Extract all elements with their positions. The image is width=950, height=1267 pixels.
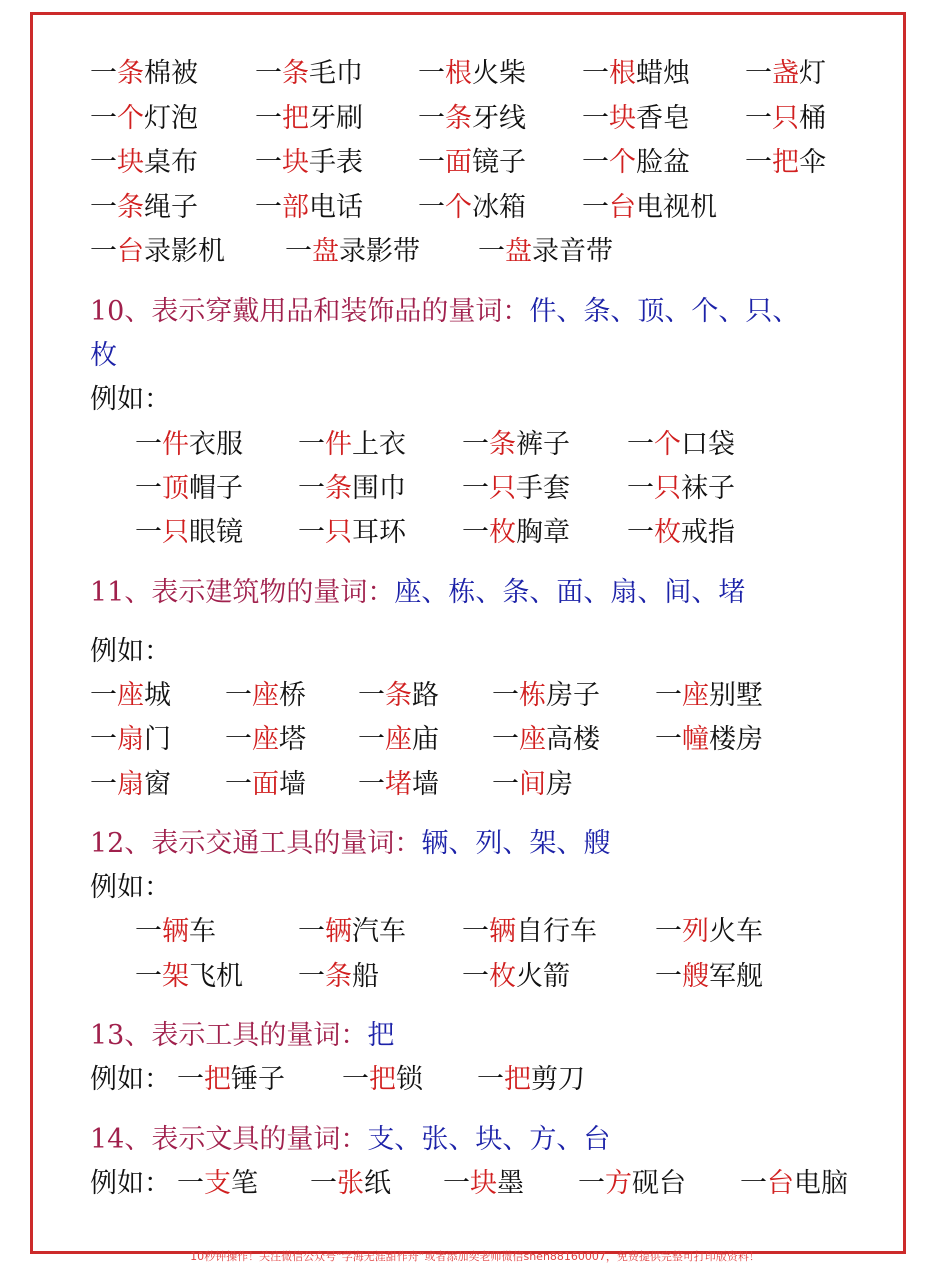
section-heading (90, 573, 745, 613)
numeral-one: 一 (255, 147, 282, 178)
measure-phrase (478, 232, 613, 272)
example-label: 例如： (90, 636, 171, 667)
measure-word: 只 (489, 473, 516, 504)
noun: 墙 (279, 769, 306, 800)
section-heading (90, 1016, 394, 1056)
measure-word: 盏 (772, 58, 799, 89)
example-row (0, 765, 950, 805)
numeral-one: 一 (627, 473, 654, 504)
measure-word: 间 (519, 769, 546, 800)
numeral-one: 一 (135, 429, 162, 460)
measure-phrase (358, 765, 439, 805)
noun: 高楼 (546, 724, 600, 755)
noun: 窗 (144, 769, 171, 800)
numeral-one: 一 (745, 58, 772, 89)
numeral-one: 一 (255, 103, 282, 134)
noun: 电视机 (636, 192, 717, 223)
numeral-one: 一 (462, 473, 489, 504)
measure-phrase (492, 720, 600, 760)
example-row (0, 912, 950, 952)
example-row (0, 720, 950, 760)
noun: 剪刀 (531, 1064, 585, 1095)
measure-phrase (225, 676, 306, 716)
measure-word: 条 (117, 192, 144, 223)
measure-phrase (90, 720, 171, 760)
measure-phrase (582, 143, 690, 183)
noun: 录影带 (339, 236, 420, 267)
measure-phrase (745, 99, 826, 139)
noun: 胸章 (516, 517, 570, 548)
numeral-one: 一 (358, 724, 385, 755)
example-label: 例如： (90, 1064, 171, 1095)
noun: 墙 (412, 769, 439, 800)
numeral-one: 一 (745, 103, 772, 134)
numeral-one: 一 (358, 680, 385, 711)
measure-phrase (225, 720, 306, 760)
measure-word: 条 (282, 58, 309, 89)
noun: 蜡烛 (636, 58, 690, 89)
section-heading (90, 824, 610, 864)
numeral-one: 一 (90, 236, 117, 267)
measure-word: 艘 (682, 961, 709, 992)
numeral-one: 一 (135, 517, 162, 548)
numeral-one: 一 (627, 429, 654, 460)
measure-phrase (285, 232, 420, 272)
numeral-one: 一 (90, 680, 117, 711)
numeral-one: 一 (492, 769, 519, 800)
measure-word: 座 (682, 680, 709, 711)
example-row (0, 99, 950, 139)
noun: 车 (189, 916, 216, 947)
measure-phrase (358, 676, 439, 716)
measure-phrase (627, 425, 735, 465)
measure-word: 枚 (489, 961, 516, 992)
section-measure-words: 辆、列、架、艘 (421, 828, 611, 859)
noun: 火柴 (472, 58, 526, 89)
measure-phrase (418, 188, 526, 228)
numeral-one: 一 (90, 147, 117, 178)
measure-phrase (627, 513, 735, 553)
measure-word: 条 (385, 680, 412, 711)
noun: 门 (144, 724, 171, 755)
measure-word: 支 (204, 1168, 231, 1199)
noun: 楼房 (709, 724, 763, 755)
measure-word: 座 (252, 724, 279, 755)
numeral-one: 一 (418, 147, 445, 178)
numeral-one: 一 (655, 916, 682, 947)
noun: 火箭 (516, 961, 570, 992)
numeral-one: 一 (443, 1168, 470, 1199)
numeral-one: 一 (462, 916, 489, 947)
measure-word: 个 (117, 103, 144, 134)
noun: 电脑 (794, 1168, 848, 1199)
measure-phrase (418, 54, 526, 94)
measure-word: 把 (282, 103, 309, 134)
measure-phrase (655, 957, 763, 997)
noun: 手套 (516, 473, 570, 504)
measure-word: 块 (470, 1168, 497, 1199)
noun: 衣服 (189, 429, 243, 460)
measure-phrase (90, 143, 198, 183)
measure-phrase (462, 469, 570, 509)
noun: 军舰 (709, 961, 763, 992)
measure-phrase (462, 912, 597, 952)
section-title: 12、表示交通工具的量词： (90, 828, 422, 859)
example-label: 例如： (90, 872, 171, 903)
measure-word: 件 (162, 429, 189, 460)
noun: 毛巾 (309, 58, 363, 89)
numeral-one: 一 (418, 192, 445, 223)
measure-phrase (492, 676, 600, 716)
numeral-one: 一 (298, 517, 325, 548)
numeral-one: 一 (418, 103, 445, 134)
measure-phrase (298, 425, 406, 465)
measure-word: 扇 (117, 724, 144, 755)
numeral-one: 一 (582, 192, 609, 223)
measure-phrase (90, 54, 198, 94)
measure-word: 个 (445, 192, 472, 223)
noun: 电话 (309, 192, 363, 223)
measure-phrase (90, 188, 198, 228)
measure-word: 把 (369, 1064, 396, 1095)
numeral-one: 一 (627, 517, 654, 548)
measure-phrase (310, 1164, 391, 1204)
measure-phrase (255, 188, 363, 228)
noun: 路 (412, 680, 439, 711)
section-title: 10、表示穿戴用品和装饰品的量词： (90, 296, 530, 327)
noun: 牙线 (472, 103, 526, 134)
measure-word: 条 (325, 961, 352, 992)
numeral-one: 一 (655, 680, 682, 711)
numeral-one: 一 (655, 724, 682, 755)
numeral-one: 一 (177, 1064, 204, 1095)
numeral-one: 一 (462, 429, 489, 460)
noun: 桥 (279, 680, 306, 711)
numeral-one: 一 (462, 517, 489, 548)
measure-phrase (655, 676, 763, 716)
numeral-one: 一 (135, 916, 162, 947)
measure-word: 根 (609, 58, 636, 89)
noun: 塔 (279, 724, 306, 755)
noun: 香皂 (636, 103, 690, 134)
measure-phrase (90, 676, 171, 716)
numeral-one: 一 (582, 147, 609, 178)
section-measure-words: 把 (367, 1020, 395, 1051)
measure-phrase (298, 513, 406, 553)
section-measure-words: 支、张、块、方、台 (367, 1124, 611, 1155)
measure-word: 只 (325, 517, 352, 548)
measure-word: 座 (385, 724, 412, 755)
measure-word: 座 (252, 680, 279, 711)
measure-word: 块 (282, 147, 309, 178)
measure-phrase (462, 513, 570, 553)
measure-word: 方 (605, 1168, 632, 1199)
example-row (0, 1164, 950, 1204)
numeral-one: 一 (578, 1168, 605, 1199)
measure-phrase (135, 513, 243, 553)
section-measure-words: 件、条、顶、个、只、 (529, 296, 800, 327)
example-row (0, 143, 950, 183)
measure-word: 张 (337, 1168, 364, 1199)
measure-word: 幢 (682, 724, 709, 755)
noun: 别墅 (709, 680, 763, 711)
measure-word: 条 (489, 429, 516, 460)
noun: 上衣 (352, 429, 406, 460)
numeral-one: 一 (492, 680, 519, 711)
noun: 房 (546, 769, 573, 800)
measure-phrase (255, 99, 363, 139)
measure-word: 顶 (162, 473, 189, 504)
numeral-one: 一 (478, 236, 505, 267)
noun: 锤子 (231, 1064, 285, 1095)
measure-word: 辆 (162, 916, 189, 947)
noun: 船 (352, 961, 379, 992)
numeral-one: 一 (582, 58, 609, 89)
measure-phrase (358, 720, 439, 760)
measure-phrase (418, 143, 526, 183)
measure-word: 面 (252, 769, 279, 800)
numeral-one: 一 (90, 724, 117, 755)
measure-phrase (582, 99, 690, 139)
numeral-one: 一 (90, 103, 117, 134)
noun: 手表 (309, 147, 363, 178)
section-measure-words-wrap: 枚 (90, 340, 117, 371)
numeral-one: 一 (418, 58, 445, 89)
measure-word: 只 (162, 517, 189, 548)
measure-word: 条 (117, 58, 144, 89)
measure-phrase (627, 469, 735, 509)
numeral-one: 一 (358, 769, 385, 800)
measure-word: 只 (654, 473, 681, 504)
measure-phrase (90, 765, 171, 805)
noun: 伞 (799, 147, 826, 178)
numeral-one: 一 (90, 58, 117, 89)
noun: 墨 (497, 1168, 524, 1199)
noun: 戒指 (681, 517, 735, 548)
measure-word: 座 (117, 680, 144, 711)
measure-word: 枚 (489, 517, 516, 548)
measure-word: 块 (609, 103, 636, 134)
numeral-one: 一 (298, 473, 325, 504)
example-row (0, 676, 950, 716)
noun: 自行车 (516, 916, 597, 947)
example-row (0, 54, 950, 94)
measure-word: 栋 (519, 680, 546, 711)
numeral-one: 一 (177, 1168, 204, 1199)
measure-phrase (655, 720, 763, 760)
measure-word: 枚 (654, 517, 681, 548)
noun: 锁 (396, 1064, 423, 1095)
measure-word: 盘 (312, 236, 339, 267)
measure-word: 座 (519, 724, 546, 755)
numeral-one: 一 (225, 724, 252, 755)
measure-phrase (298, 912, 406, 952)
noun: 棉被 (144, 58, 198, 89)
section-title: 14、表示文具的量词： (90, 1124, 368, 1155)
noun: 灯泡 (144, 103, 198, 134)
example-label: 例如： (90, 384, 171, 415)
measure-phrase (177, 1060, 285, 1100)
noun: 帽子 (189, 473, 243, 504)
noun: 飞机 (189, 961, 243, 992)
measure-word: 辆 (325, 916, 352, 947)
measure-phrase (177, 1164, 258, 1204)
numeral-one: 一 (310, 1168, 337, 1199)
measure-word: 条 (325, 473, 352, 504)
noun: 汽车 (352, 916, 406, 947)
measure-phrase (135, 957, 243, 997)
measure-phrase (135, 912, 216, 952)
measure-word: 部 (282, 192, 309, 223)
noun: 袜子 (681, 473, 735, 504)
noun: 脸盆 (636, 147, 690, 178)
example-row (0, 469, 950, 509)
numeral-one: 一 (225, 680, 252, 711)
measure-word: 堵 (385, 769, 412, 800)
measure-phrase (255, 143, 363, 183)
measure-word: 辆 (489, 916, 516, 947)
numeral-one: 一 (582, 103, 609, 134)
measure-word: 块 (117, 147, 144, 178)
measure-phrase (225, 765, 306, 805)
measure-word: 把 (204, 1064, 231, 1095)
measure-phrase (298, 469, 406, 509)
section-title: 13、表示工具的量词： (90, 1020, 368, 1051)
noun: 纸 (364, 1168, 391, 1199)
numeral-one: 一 (90, 769, 117, 800)
measure-phrase (655, 912, 763, 952)
noun: 围巾 (352, 473, 406, 504)
section-measure-words: 座、栋、条、面、扇、间、堵 (394, 577, 746, 608)
example-row (0, 232, 950, 272)
noun: 城 (144, 680, 171, 711)
measure-phrase (582, 54, 690, 94)
measure-phrase (578, 1164, 686, 1204)
numeral-one: 一 (745, 147, 772, 178)
numeral-one: 一 (740, 1168, 767, 1199)
measure-word: 台 (609, 192, 636, 223)
measure-word: 只 (772, 103, 799, 134)
numeral-one: 一 (135, 473, 162, 504)
measure-phrase (135, 469, 243, 509)
numeral-one: 一 (285, 236, 312, 267)
noun: 桌布 (144, 147, 198, 178)
noun: 录音带 (532, 236, 613, 267)
noun: 灯 (799, 58, 826, 89)
section-title: 11、表示建筑物的量词： (90, 577, 395, 608)
numeral-one: 一 (298, 429, 325, 460)
numeral-one: 一 (462, 961, 489, 992)
measure-word: 架 (162, 961, 189, 992)
numeral-one: 一 (90, 192, 117, 223)
measure-phrase (477, 1060, 585, 1100)
measure-word: 把 (772, 147, 799, 178)
noun: 裤子 (516, 429, 570, 460)
noun: 绳子 (144, 192, 198, 223)
numeral-one: 一 (342, 1064, 369, 1095)
numeral-one: 一 (477, 1064, 504, 1095)
noun: 笔 (231, 1168, 258, 1199)
example-row (0, 957, 950, 997)
measure-phrase (582, 188, 717, 228)
noun: 房子 (546, 680, 600, 711)
measure-word: 根 (445, 58, 472, 89)
measure-phrase (90, 99, 198, 139)
noun: 火车 (709, 916, 763, 947)
noun: 口袋 (681, 429, 735, 460)
section-heading (90, 1120, 610, 1160)
measure-word: 把 (504, 1064, 531, 1095)
measure-word: 列 (682, 916, 709, 947)
measure-word: 面 (445, 147, 472, 178)
numeral-one: 一 (225, 769, 252, 800)
noun: 眼镜 (189, 517, 243, 548)
example-row (0, 1060, 950, 1100)
measure-phrase (745, 143, 826, 183)
numeral-one: 一 (298, 961, 325, 992)
measure-phrase (418, 99, 526, 139)
noun: 牙刷 (309, 103, 363, 134)
measure-phrase (135, 425, 243, 465)
numeral-one: 一 (492, 724, 519, 755)
measure-phrase (462, 957, 570, 997)
numeral-one: 一 (255, 192, 282, 223)
measure-phrase (740, 1164, 848, 1204)
example-row (0, 425, 950, 465)
noun: 镜子 (472, 147, 526, 178)
measure-word: 台 (117, 236, 144, 267)
numeral-one: 一 (655, 961, 682, 992)
measure-phrase (255, 54, 363, 94)
example-row (0, 188, 950, 228)
measure-phrase (462, 425, 570, 465)
example-label: 例如： (90, 1168, 171, 1199)
noun: 桶 (799, 103, 826, 134)
numeral-one: 一 (255, 58, 282, 89)
measure-phrase (90, 232, 225, 272)
measure-word: 扇 (117, 769, 144, 800)
footer-note: 10秒钟操作！关注微信公众号“学海无涯甜作舟”或者添加奕老师微信shen88160007，免费提供完整可打印版资料！ (190, 1250, 760, 1263)
noun: 耳环 (352, 517, 406, 548)
section-heading (90, 292, 799, 332)
measure-phrase (492, 765, 573, 805)
measure-word: 个 (654, 429, 681, 460)
measure-phrase (443, 1164, 524, 1204)
numeral-one: 一 (135, 961, 162, 992)
noun: 砚台 (632, 1168, 686, 1199)
noun: 冰箱 (472, 192, 526, 223)
measure-phrase (745, 54, 826, 94)
measure-word: 台 (767, 1168, 794, 1199)
measure-word: 个 (609, 147, 636, 178)
noun: 录影机 (144, 236, 225, 267)
measure-word: 条 (445, 103, 472, 134)
measure-phrase (298, 957, 379, 997)
noun: 庙 (412, 724, 439, 755)
numeral-one: 一 (298, 916, 325, 947)
measure-word: 件 (325, 429, 352, 460)
measure-phrase (342, 1060, 423, 1100)
measure-word: 盘 (505, 236, 532, 267)
example-row (0, 513, 950, 553)
